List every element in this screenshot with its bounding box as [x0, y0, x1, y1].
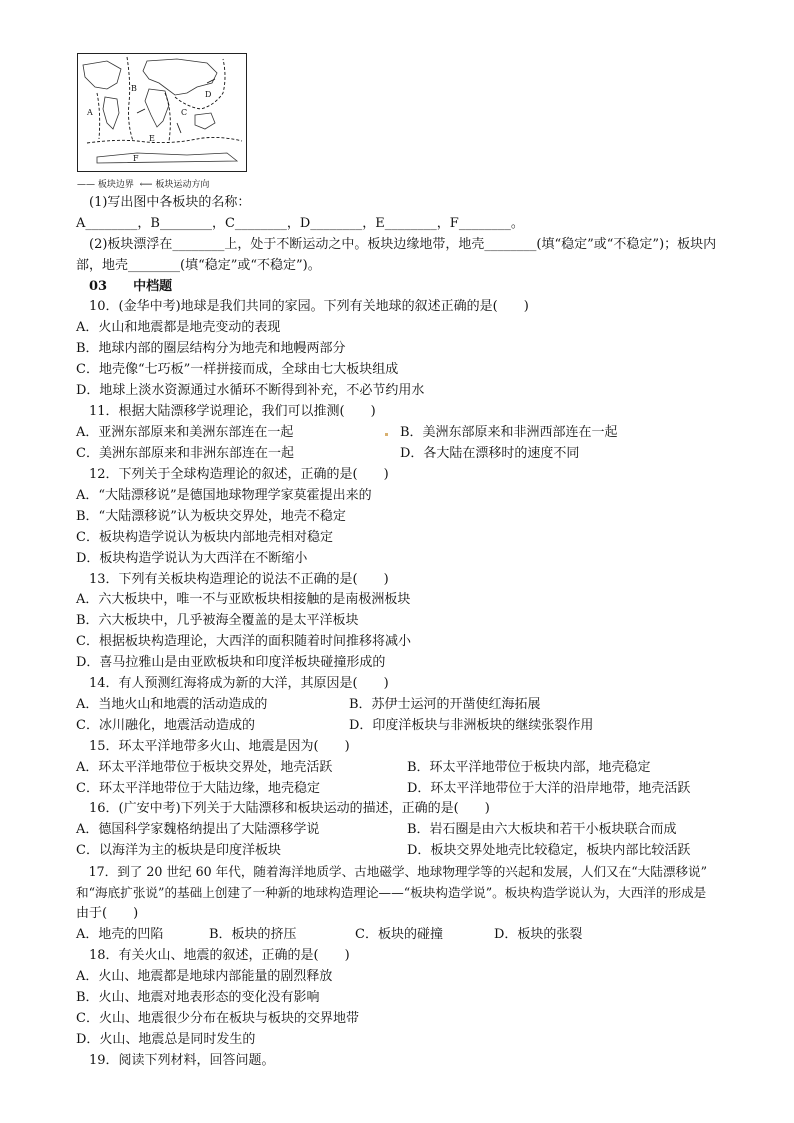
q11-option-d: D．各大陆在漂移时的速度不同	[400, 446, 580, 461]
q16-option-a: A．德国科学家魏格纳提出了大陆漂移学说	[76, 822, 320, 837]
q18-stem: 18．有关火山、地震的叙述，正确的是( )	[89, 948, 350, 963]
q13-stem: 13．下列有关板块构造理论的说法不正确的是( )	[89, 572, 389, 587]
fill-line-4: 部，地壳________(填“稳定”或“不稳定”)。	[76, 258, 321, 273]
q10-option-b: B．地球内部的圈层结构分为地壳和地幔两部分	[76, 341, 346, 356]
stray-dot	[385, 433, 388, 436]
q12-option-c: C．板块构造学说认为板块内部地壳相对稳定	[76, 530, 333, 545]
q16-option-c: C．以海洋为主的板块是印度洋板块	[76, 843, 281, 858]
q14-option-a: A．当地火山和地震的活动造成的	[76, 697, 268, 712]
q17-line-1: 17．到了 20 世纪 60 年代，随着海洋地质学、古地磁学、地球物理学等的兴起和发展，人们又在“大陆漂移说”	[88, 864, 708, 879]
q13-option-c: C．根据板块构造理论，大西洋的面积随着时间推移将减小	[76, 634, 411, 649]
plate-label-d: D	[205, 90, 212, 99]
section-heading: 03 中档题	[89, 279, 173, 294]
q18-option-c: C．火山、地震很少分布在板块与板块的交界地带	[76, 1011, 359, 1026]
q14-option-d: D．印度洋板块与非洲板块的继续张裂作用	[349, 718, 594, 733]
q15-option-d: D．环太平洋地带位于大洋的沿岸地带，地壳活跃	[407, 781, 691, 796]
q17-option-a: A．地壳的凹陷	[76, 927, 164, 942]
q11-option-c: C．美洲东部原来和非洲东部连在一起	[76, 446, 294, 461]
q17-line-3: 由于( )	[76, 906, 139, 921]
q10-stem: 10．(金华中考)地球是我们共同的家园。下列有关地球的叙述正确的是( )	[89, 299, 529, 314]
plate-label-c: C	[181, 108, 188, 117]
q17-option-c: C．板块的碰撞	[355, 927, 443, 942]
q15-stem: 15．环太平洋地带多火山、地震是因为( )	[89, 739, 350, 754]
q10-option-a: A．火山和地震都是地壳变动的表现	[76, 320, 281, 335]
q10-option-d: D．地球上淡水资源通过水循环不断得到补充，不必节约用水	[76, 383, 425, 398]
legend-arrow: ⟵	[136, 180, 153, 190]
q14-stem: 14．有人预测红海将成为新的大洋，其原因是( )	[89, 676, 389, 691]
plate-map	[77, 53, 247, 172]
map-legend	[77, 177, 209, 190]
q16-option-d: D．板块交界处地壳比较稳定，板块内部比较活跃	[407, 843, 691, 858]
legend-direction-label: 板块运动方向	[155, 180, 210, 190]
q12-option-a: A．“大陆漂移说”是德国地球物理学家莫霍提出来的	[76, 488, 372, 503]
q13-option-b: B．六大板块中，几乎被海全覆盖的是太平洋板块	[76, 613, 359, 628]
q15-option-c: C．环太平洋地带位于大陆边缘，地壳稳定	[76, 781, 320, 796]
plate-label-f: F	[133, 154, 139, 163]
q14-option-b: B．苏伊士运河的开凿使红海拓展	[349, 697, 541, 712]
q11-stem: 11．根据大陆漂移学说理论，我们可以推测( )	[89, 404, 376, 419]
fill-line-1: (1)写出图中各板块的名称：	[89, 195, 251, 210]
q18-option-b: B．火山、地震对地表形态的变化没有影响	[76, 990, 320, 1005]
q13-option-d: D．喜马拉雅山是由亚欧板块和印度洋板块碰撞形成的	[76, 655, 386, 670]
q18-option-d: D．火山、地震总是同时发生的	[76, 1032, 256, 1047]
legend-boundary-label: 板块边界	[97, 180, 134, 190]
q17-option-d: D．板块的张裂	[494, 927, 583, 942]
q12-option-d: D．板块构造学说认为大西洋在不断缩小	[76, 551, 308, 566]
q11-option-a: A．亚洲东部原来和美洲东部连在一起	[76, 425, 294, 440]
q12-stem: 12．下列关于全球构造理论的叙述，正确的是( )	[89, 467, 389, 482]
fill-line-2: A________，B________，C________，D________，E________，F________。	[76, 216, 524, 231]
q17-line-2: 和“海底扩张说”的基础上创建了一种新的地球构造理论——“板块构造学说”。板块构造学说认为，大西洋的形成是	[76, 885, 707, 900]
q10-option-c: C．地壳像“七巧板”一样拼接而成，全球由七大板块组成	[76, 362, 399, 377]
q11-option-b: B．美洲东部原来和非洲西部连在一起	[400, 425, 618, 440]
q16-stem: 16．(广安中考)下列关于大陆漂移和板块运动的描述，正确的是( )	[89, 801, 490, 816]
legend-boundary-line: ——	[77, 180, 95, 190]
q15-option-a: A．环太平洋地带位于板块交界处，地壳活跃	[76, 760, 333, 775]
fill-line-3: (2)板块漂浮在________上，处于不断运动之中。板块边缘地带，地壳________(填“稳定”或“不稳定”)；板块内	[89, 237, 717, 252]
q16-option-b: B．岩石圈是由六大板块和若干小板块联合而成	[407, 822, 677, 837]
q14-option-c: C．冰川融化，地震活动造成的	[76, 718, 255, 733]
q17-option-b: B．板块的挤压	[209, 927, 297, 942]
plate-label-b: B	[131, 84, 137, 93]
q19-stem: 19．阅读下列材料，回答问题。	[89, 1053, 275, 1068]
plate-label-e: E	[149, 134, 155, 143]
q18-option-a: A．火山、地震都是地球内部能量的剧烈释放	[76, 969, 333, 984]
q15-option-b: B．环太平洋地带位于板块内部，地壳稳定	[407, 760, 651, 775]
q13-option-a: A．六大板块中，唯一不与亚欧板块相接触的是南极洲板块	[76, 592, 411, 607]
q12-option-b: B．“大陆漂移说”认为板块交界处，地壳不稳定	[76, 509, 346, 524]
plate-label-a: A	[87, 108, 93, 117]
